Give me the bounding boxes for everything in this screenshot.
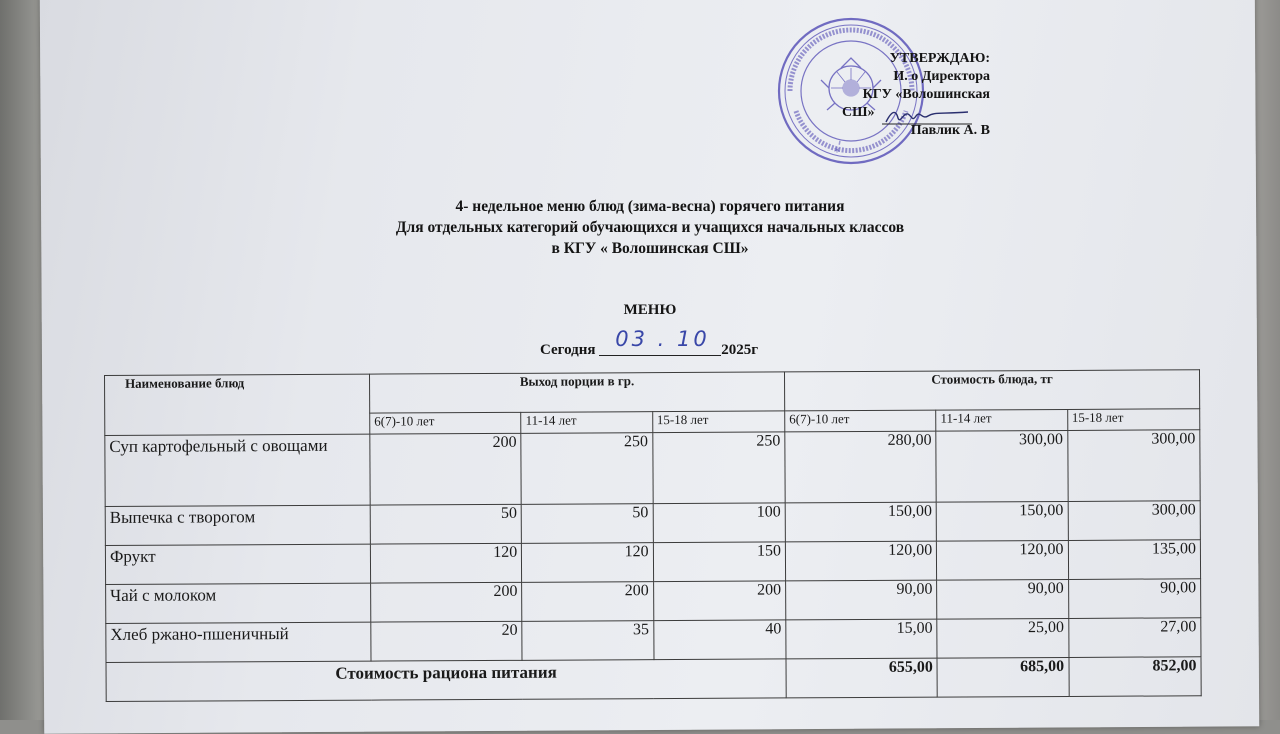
portion-cell: 100 (653, 503, 786, 543)
portion-cell: 200 (522, 582, 654, 622)
cost-cell: 280,00 (785, 431, 937, 503)
dish-name: Фрукт (105, 544, 370, 584)
portion-cell: 40 (653, 620, 786, 660)
menu-table (104, 369, 1202, 702)
portion-cell: 20 (371, 621, 522, 661)
approval-name: Павлик А. В (910, 123, 990, 138)
approval-organization-cont: СШ» (842, 105, 875, 120)
date-field (599, 327, 721, 356)
portion-cell: 200 (653, 581, 786, 621)
total-label: Стоимость рациона питания (106, 659, 786, 702)
portion-cell: 50 (370, 504, 521, 544)
today-label: Сегодня (540, 342, 596, 358)
total-row (106, 657, 1201, 702)
table-row (105, 540, 1200, 585)
header-dish-name: Наименование блюд (105, 374, 370, 435)
cost-cell: 27,00 (1068, 618, 1201, 658)
menu-heading: МЕНЮ (623, 302, 677, 318)
cost-cell: 300,00 (936, 430, 1068, 502)
table-header-row (105, 370, 1200, 415)
cost-cell: 90,00 (786, 580, 937, 620)
dish-name: Хлеб ржано-пшеничный (106, 622, 371, 662)
year-suffix: 2025г (721, 342, 759, 358)
header-cost: Стоимость блюда, тг (784, 370, 1199, 411)
table-row (105, 430, 1200, 507)
age-group-header: 6(7)-10 лет (785, 410, 936, 432)
cost-cell: 150,00 (785, 502, 936, 542)
handwritten-date: 03 . 10 (615, 327, 710, 351)
age-group-header: 11-14 лет (521, 412, 652, 434)
approval-position: И. о Директора (893, 69, 990, 84)
cost-cell: 15,00 (786, 619, 937, 659)
age-group-header: 11-14 лет (936, 409, 1067, 431)
title-line-1: 4- недельное меню блюд (зима-весна) горячего питания (455, 198, 845, 215)
cost-cell: 25,00 (937, 618, 1069, 658)
total-cost-cell: 852,00 (1069, 657, 1202, 697)
age-group-header: 6(7)-10 лет (370, 412, 521, 434)
dish-name: Суп картофельный с овощами (105, 434, 370, 506)
cost-cell: 150,00 (936, 501, 1068, 541)
today-line (540, 327, 759, 359)
svg-text:*: * (834, 145, 840, 159)
table-row (105, 501, 1200, 546)
total-cost-cell: 655,00 (786, 658, 937, 698)
header-portion: Выход порции в гр. (369, 372, 784, 413)
portion-cell: 120 (522, 543, 654, 583)
signature-icon (882, 104, 972, 128)
portion-cell: 200 (370, 433, 522, 505)
portion-cell: 35 (522, 621, 654, 661)
title-line-3: в КГУ « Волошинская СШ» (551, 240, 749, 257)
dish-name: Выпечка с творогом (105, 505, 370, 545)
portion-cell: 50 (521, 504, 653, 544)
approval-heading: УТВЕРЖДАЮ: (889, 51, 990, 66)
dish-name: Чай с молоком (106, 583, 371, 623)
portion-cell: 150 (653, 542, 786, 582)
cost-cell: 135,00 (1068, 540, 1201, 580)
title-line-2: Для отдельных категорий обучающихся и учащихся начальных классов (395, 219, 905, 236)
cost-cell: 300,00 (1067, 430, 1200, 502)
portion-cell: 120 (370, 543, 521, 583)
portion-cell: 200 (371, 582, 522, 622)
portion-cell: 250 (521, 433, 653, 505)
portion-cell: 250 (652, 432, 785, 504)
cost-cell: 90,00 (1068, 579, 1201, 619)
cost-cell: 120,00 (785, 541, 936, 581)
approval-organization: КГУ «Волошинская (862, 87, 990, 102)
table-row (106, 579, 1201, 624)
document-title (100, 196, 1200, 259)
cost-cell: 90,00 (937, 579, 1069, 619)
cost-cell: 300,00 (1068, 501, 1201, 541)
total-cost-cell: 685,00 (937, 657, 1069, 697)
table-row (106, 618, 1201, 663)
age-group-header: 15-18 лет (1067, 409, 1200, 431)
cost-cell: 120,00 (937, 540, 1069, 580)
approval-block (820, 50, 990, 140)
age-group-header: 15-18 лет (652, 411, 784, 433)
